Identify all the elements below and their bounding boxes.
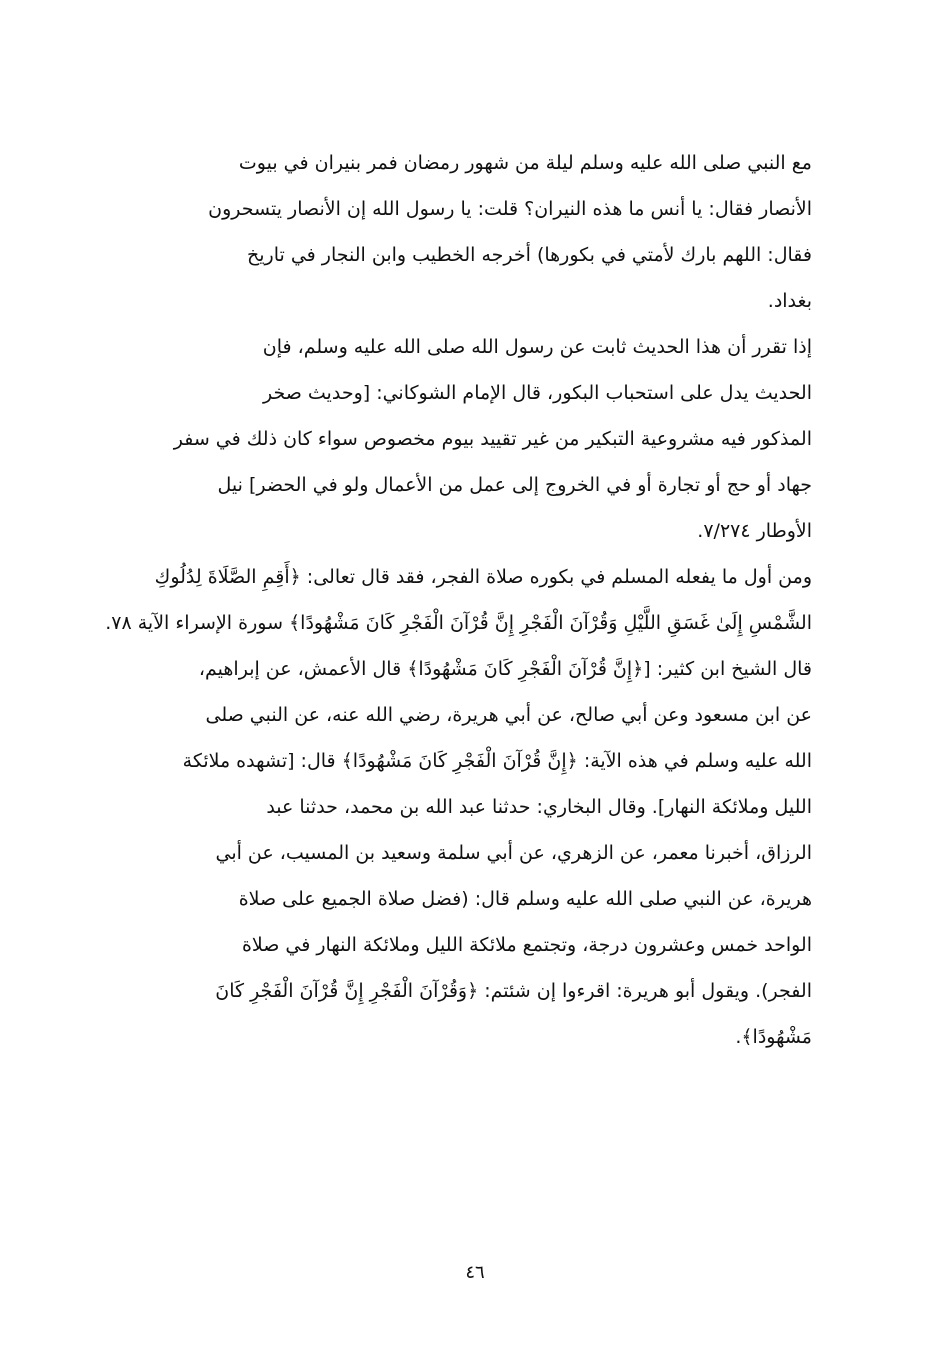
text-line: مَشْهُودًا﴾. [735, 1026, 812, 1048]
text-line: الأنصار فقال: يا أنس ما هذه النيران؟ قلت: يا رسول الله إن الأنصار يتسحرون [208, 198, 812, 220]
text-line: فقال: اللهم بارك لأمتي في بكورها) أخرجه الخطيب وابن النجار في تاريخ [247, 244, 812, 266]
body-text [105, 140, 812, 1060]
text-line: ومن أول ما يفعله المسلم في بكوره صلاة الفجر، فقد قال تعالى: ﴿أَقِمِ الصَّلَاةَ لِدُلُوكِ [154, 566, 812, 588]
text-line: الشَّمْسِ إِلَىٰ غَسَقِ اللَّيْلِ وَقُرْآنَ الْفَجْرِ إِنَّ قُرْآنَ الْفَجْرِ كَانَ مَشْهُودًا﴾ سورة الإسراء الآية ٧٨. [105, 612, 812, 634]
text-line: قال الشيخ ابن كثير: [﴿إِنَّ قُرْآنَ الْفَجْرِ كَانَ مَشْهُودًا﴾ قال الأعمش، عن إبراهيم، [198, 658, 812, 680]
text-line: الفجر). ويقول أبو هريرة: اقرءوا إن شئتم: ﴿وَقُرْآنَ الْفَجْرِ إِنَّ قُرْآنَ الْفَجْرِ كَانَ [215, 980, 812, 1002]
text-line: الله عليه وسلم في هذه الآية: ﴿إِنَّ قُرْآنَ الْفَجْرِ كَانَ مَشْهُودًا﴾ قال: [تشهده ملائكة [182, 750, 812, 772]
text-line: مع النبي صلى الله عليه وسلم ليلة من شهور رمضان فمر بنيران في بيوت [238, 152, 812, 174]
text-line: الليل وملائكة النهار]. وقال البخاري: حدثنا عبد الله بن محمد، حدثنا عبد [266, 796, 812, 818]
text-line: الأوطار ٧/٢٧٤. [697, 520, 812, 542]
text-line: الحديث يدل على استحباب البكور، قال الإمام الشوكاني: [وحديث صخر [262, 382, 812, 404]
text-line: عن ابن مسعود وعن أبي صالح، عن أبي هريرة، رضي الله عنه، عن النبي صلى [205, 704, 812, 726]
text-line: جهاد أو حج أو تجارة أو في الخروج إلى عمل من الأعمال ولو في الحضر] نيل [217, 474, 812, 496]
text-line: الرزاق، أخبرنا معمر، عن الزهري، عن أبي سلمة وسعيد بن المسيب، عن أبي [215, 842, 812, 864]
text-line: إذا تقرر أن هذا الحديث ثابت عن رسول الله صلى الله عليه وسلم، فإن [262, 336, 812, 358]
text-line: المذكور فيه مشروعية التبكير من غير تقييد بيوم مخصوص سواء كان ذلك في سفر [173, 428, 812, 450]
page-number: ٤٦ [465, 1262, 485, 1283]
text-line: الواحد خمس وعشرون درجة، وتجتمع ملائكة الليل وملائكة النهار في صلاة [241, 934, 812, 956]
text-line: هريرة، عن النبي صلى الله عليه وسلم قال: (فضل صلاة الجميع على صلاة [238, 888, 812, 910]
text-line: بغداد. [767, 290, 812, 312]
